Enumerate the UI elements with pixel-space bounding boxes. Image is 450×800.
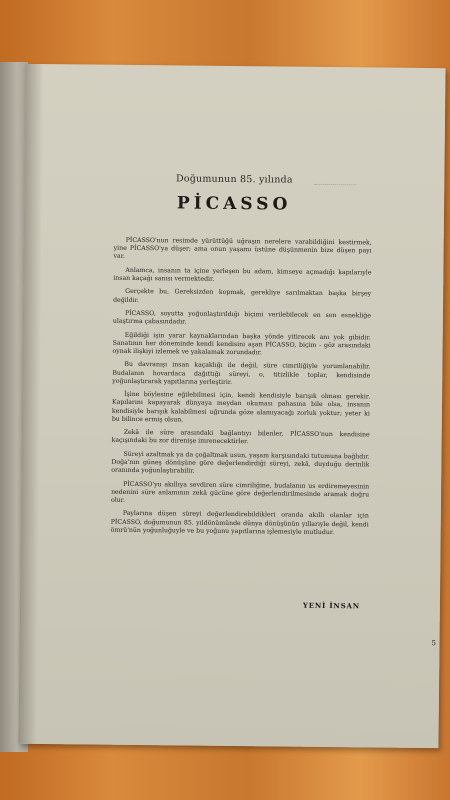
- faded-stamp-mark: [314, 184, 356, 194]
- paragraph: PİCASSO'yu akıllıya sevdiren süre cimriliğine, budalanın us erdiremeyesinin nedenini süre anlamının zekâ gücüne göre değerlendirilmesinde aramak doğru olur.: [110, 480, 370, 504]
- paragraph: PİCASSO, soyutta yoğunlaştırıldığı biçimi verilebilecek en son esnekliğe ulaştırma çabasındadır.: [112, 309, 371, 326]
- paragraph: Gerçekte bu, Gereksizden kopmak, gerekliye sarılmaktan başka birşey değildir.: [113, 288, 372, 304]
- article-title: PİCASSO: [176, 193, 292, 215]
- article-subtitle: Doğumunun 85. yılında: [175, 173, 293, 186]
- paragraph: Zekâ ile süre arasındaki bağlantıyı bilenler, PİCASSO'nun kendisine kaçışındaki bu zor direnişe imrenecektirler.: [111, 429, 370, 446]
- paragraph: Anlamca, insanın ta içine yerleşen bu adam, kimseye açmadığı kapılarıyle insan kaçağı sanısı vermektedir.: [113, 266, 372, 283]
- paragraph: PİCASSO'nun resimde yürüttüğü uğraşın nerelere varabildiğini kestirmek, yine PİCASSO'ya düşer; ama onun yaşamı üstüne düşünmenin bize düşen payı var.: [113, 236, 372, 261]
- page-number: 5: [431, 639, 437, 648]
- paragraph: Eğildiği işin yarar kaynaklarından başka yönde yitirecek anı yok gibidir. Sanatının her döneminde kendi kendisini aşan PİCASSO, biçim - göz arasındaki oynak ilişkiyi izlemek ve yakalamak zorundadır.: [112, 331, 371, 357]
- article-body: [111, 237, 372, 543]
- author-signature: YENİ İNSAN: [302, 600, 360, 611]
- magazine-page: [18, 64, 445, 748]
- paragraph: Paylarına düşen süreyi değerlendirebildikleri oranda akıllı olanlar için PİCASSO, doğumunun 85. yıldönümünde dünya dönüşünün yıllarıyle değil, kendi ömrü'nün yoğunluğuyle ve bu yoğunu yapıtlarına işlemesiyle mutludur.: [110, 510, 369, 536]
- paragraph: Süreyi azaltmak ya da çoğaltmak usun, yaşam karşısındaki tutumuna bağlıdır. Doğa'nın güneş dönüşüne göre değerlendirdiği süreyi, zekâ, duyduğu derinlik oranında yoğunlaştırabilir.: [111, 450, 370, 475]
- paragraph: Bu davranışı insan kaçaklığı ile değil, süre cimriliğiyle yorumlanabilir. Budalanın hovardaca dağıttığı süreyi, o, titizlikle toplar, kendisinde yoğunlaştırarak yapıtlarına yerleştirir.: [112, 361, 371, 386]
- paragraph: İşine böylesine eğilebilmesi için, kendi kendisiyle barışık olması gerekir. Kapılarını kapayarak dünyaya meydan okuması pahasına bile olsa, insanın kendisiyle barışık kalabilmesi uğrunda göze alamıyacağı zorluk yoktur; yeter ki bu bilince ermiş olsun.: [111, 391, 371, 424]
